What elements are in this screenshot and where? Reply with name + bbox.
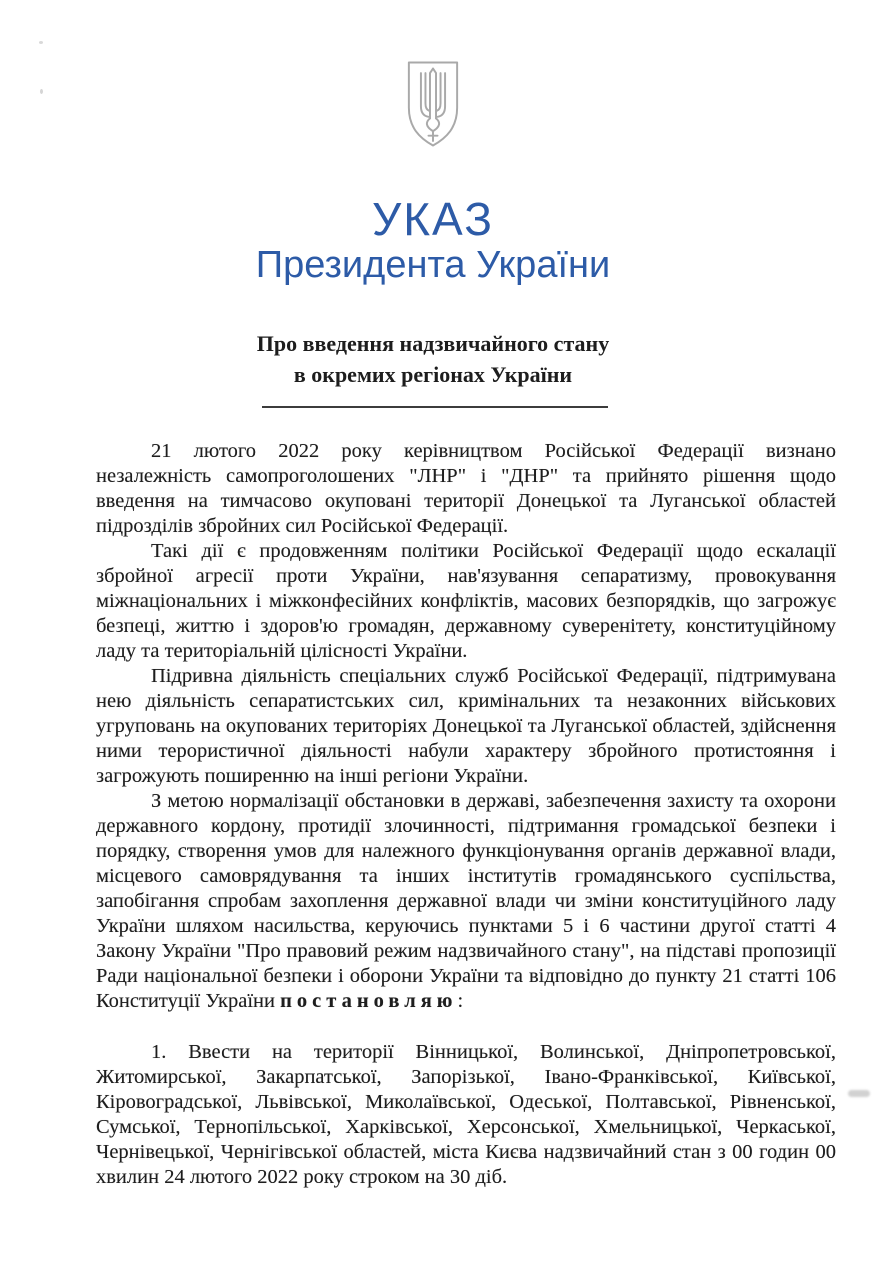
ukraine-trident-coat-of-arms-icon [0, 58, 866, 150]
paragraph-aggression-policy: Такі дії є продовженням політики Російської Федерації щодо ескалації збройної агресії проти України, нав'язування сепаратизму, провокування міжнаціональних і міжконфесійних конфліктів, масових безпорядків, що загрожує безпеці, життю і здоров'ю громадян, державному суверенітету, конституційному ладу та територіальній цілісності України. [96, 540, 836, 662]
subtitle-divider-line [262, 406, 608, 408]
decree-title-issuer: Президента України [255, 244, 611, 286]
decree-subject-line2: в окремих регіонах України [293, 362, 573, 387]
scan-smudge-artifact [848, 1090, 870, 1097]
scan-speck [40, 89, 43, 94]
document-header [0, 58, 888, 390]
paragraph-item-1: 1. Ввести на території Вінницької, Волинської, Дніпропетровської, Житомирської, Закарпатської, Запорізької, Івано-Франківської, Київської, Кіровоградської, Львівської, Миколаївської, Одеської, Полтавської, Рівненської, Сумської, Тернопільської, Харківської, Херсонської, Хмельницької, Черкаської, Чернівецької, Чернігівської областей, міста Києва надзвичайний стан з 00 годин 00 хвилин 24 лютого 2022 року строком на 30 діб. [96, 1041, 836, 1188]
paragraph-subversive-activity: Підривна діяльність спеціальних служб Російської Федерації, підтримувана нею діяльність сепаратистських сил, кримінальних та незаконних військових угруповань на окупованих територіях Донецької та Луганської областей, здійснення ними терористичної діяльності набули характеру збройного протистояння і загрожують поширенню на інші регіони України. [96, 665, 836, 787]
paragraph-resolution [96, 789, 836, 1014]
scan-speck [39, 41, 43, 44]
resolution-decree-word: постановляю [280, 990, 458, 1012]
decree-title: УКАЗ [372, 193, 494, 245]
resolution-text: З метою нормалізації обстановки в державі, забезпечення захисту та охорони державного кордону, протидії злочинності, підтримання громадської безпеки і порядку, створення умов для належного функціонування органів державної влади, місцевого самоврядування та інших інститутів громадянського суспільства, запобігання спробам захоплення державної влади чи зміни конституційного ладу України шляхом насильства, керуючись пунктами 5 і 6 частини другої статті 4 Закону України "Про правовий режим надзвичайного стану", на підставі пропозиції Ради національної безпеки і оборони України та відповідно до пункту 21 статті 106 Конституції України [96, 790, 836, 1012]
resolution-colon: : [457, 990, 464, 1012]
decree-subject [0, 328, 866, 390]
decree-body [0, 439, 888, 1190]
decree-subject-line1: Про введення надзвичайного стану [256, 331, 610, 356]
paragraph-recognition: 21 лютого 2022 року керівництвом Російської Федерації визнано незалежність самопроголошених "ЛНР" і "ДНР" та прийнято рішення щодо введення на тимчасово окуповані території Донецької та Луганської областей підрозділів збройних сил Російської Федерації. [96, 440, 836, 537]
